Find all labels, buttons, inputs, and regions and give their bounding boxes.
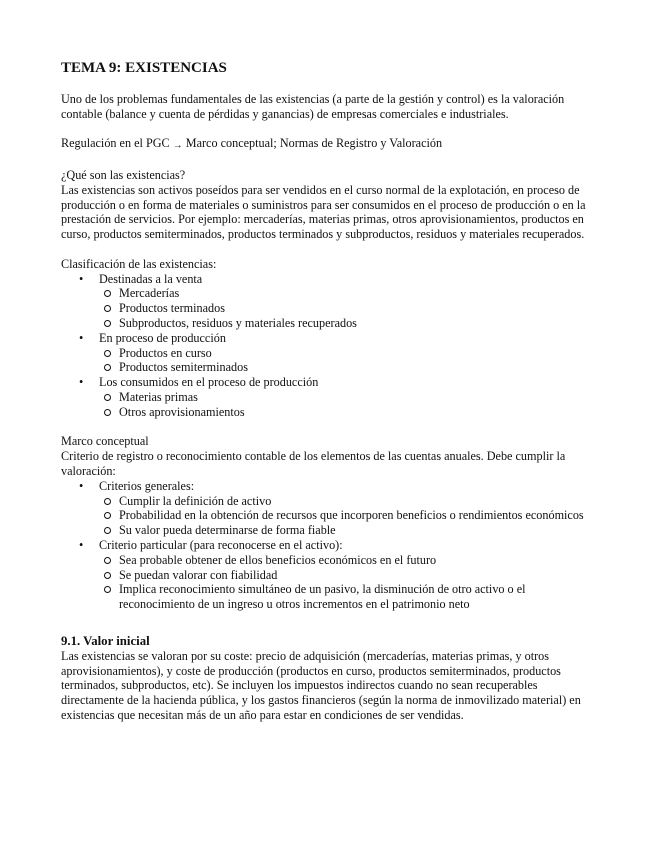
list-item xyxy=(99,375,601,419)
classification-list xyxy=(61,272,601,420)
list-item xyxy=(99,331,601,375)
sub-list-item: Se puedan valorar con fiabilidad xyxy=(119,568,601,583)
sub-list xyxy=(99,494,601,538)
list-item-label: Los consumidos en el proceso de producción xyxy=(99,375,319,390)
list-item-label: Destinadas a la venta xyxy=(99,271,203,286)
regulation-lead: Regulación en el PGC xyxy=(61,136,170,151)
regulation-line xyxy=(61,136,601,153)
intro-paragraph: Uno de los problemas fundamentales de las existencias (a parte de la gestión y control) es la valoración contable (balance y cuenta de pérdidas y ganancias) de empresas comerciales e industriales. xyxy=(61,92,565,121)
sub-list-item: Cumplir la definición de activo xyxy=(119,494,601,509)
definition-paragraph: Las existencias son activos poseídos para ser vendidos en el curso normal de la explotación, en proceso de producción o en forma de materiales o suministros para ser consumidos en el proceso de producción o en la prestación de servicios. Por ejemplo: mercaderías, materias primas, otros aprovisionamientos, productos en curso, productos semiterminados, productos terminados y subproductos, residuos y materiales recuperados. xyxy=(61,182,586,242)
sub-list-item: Materias primas xyxy=(119,390,601,405)
sub-list xyxy=(99,390,601,420)
sub-list xyxy=(99,346,601,376)
section-paragraph: Las existencias se valoran por su coste: precio de adquisición (mercaderías, materias primas, y otros aprovisionamientos), y coste de producción (productos en curso, productos semiterminados, productos terminados, subproductos, etc). Se incluyen los impuestos indirectos cuando no sean recuperables directamente de la hacienda pública, y los gastos financieros (según la norma de inmovilizado material) en existencias que necesitan más de un año para estar en condiciones de ser vendidas. xyxy=(61,648,581,723)
arrow-right-icon: → xyxy=(172,140,183,152)
list-item-label: En proceso de producción xyxy=(99,330,226,345)
document-page xyxy=(61,58,601,723)
list-item-label: Criterios generales: xyxy=(99,478,195,493)
sub-list-item: Subproductos, residuos y materiales recuperados xyxy=(119,316,601,331)
sub-list-item: Productos semiterminados xyxy=(119,360,601,375)
page-title: TEMA 9: EXISTENCIAS xyxy=(61,60,227,76)
sub-list-item: Mercaderías xyxy=(119,286,601,301)
framework-heading: Marco conceptual xyxy=(61,434,149,449)
framework-paragraph: Criterio de registro o reconocimiento contable de los elementos de las cuentas anuales. Debe cumplir la valoración: xyxy=(61,449,566,478)
framework-list xyxy=(61,479,601,612)
list-item xyxy=(99,538,601,612)
sub-list-item: Sea probable obtener de ellos beneficios económicos en el futuro xyxy=(119,553,601,568)
sub-list-item: Productos en curso xyxy=(119,346,601,361)
list-item-label: Criterio particular (para reconocerse en el activo): xyxy=(99,537,343,552)
sub-list-item: Otros aprovisionamientos xyxy=(119,405,601,420)
classification-heading: Clasificación de las existencias: xyxy=(61,256,217,271)
sub-list-item: Probabilidad en la obtención de recursos que incorporen beneficios o rendimientos económicos xyxy=(119,508,601,523)
sub-list-item: Productos terminados xyxy=(119,301,601,316)
sub-list xyxy=(99,286,601,330)
definition-question: ¿Qué son las existencias? xyxy=(61,167,186,182)
list-item xyxy=(99,479,601,538)
sub-list-item: Su valor pueda determinarse de forma fiable xyxy=(119,523,601,538)
list-item xyxy=(99,272,601,331)
regulation-rest: Marco conceptual; Normas de Registro y Valoración xyxy=(185,136,443,151)
sub-list xyxy=(99,553,601,612)
sub-list-item: Implica reconocimiento simultáneo de un pasivo, la disminución de otro activo o el reconocimiento de un ingreso u otros incrementos en el patrimonio neto xyxy=(119,582,601,612)
section-heading: 9.1. Valor inicial xyxy=(61,633,150,648)
